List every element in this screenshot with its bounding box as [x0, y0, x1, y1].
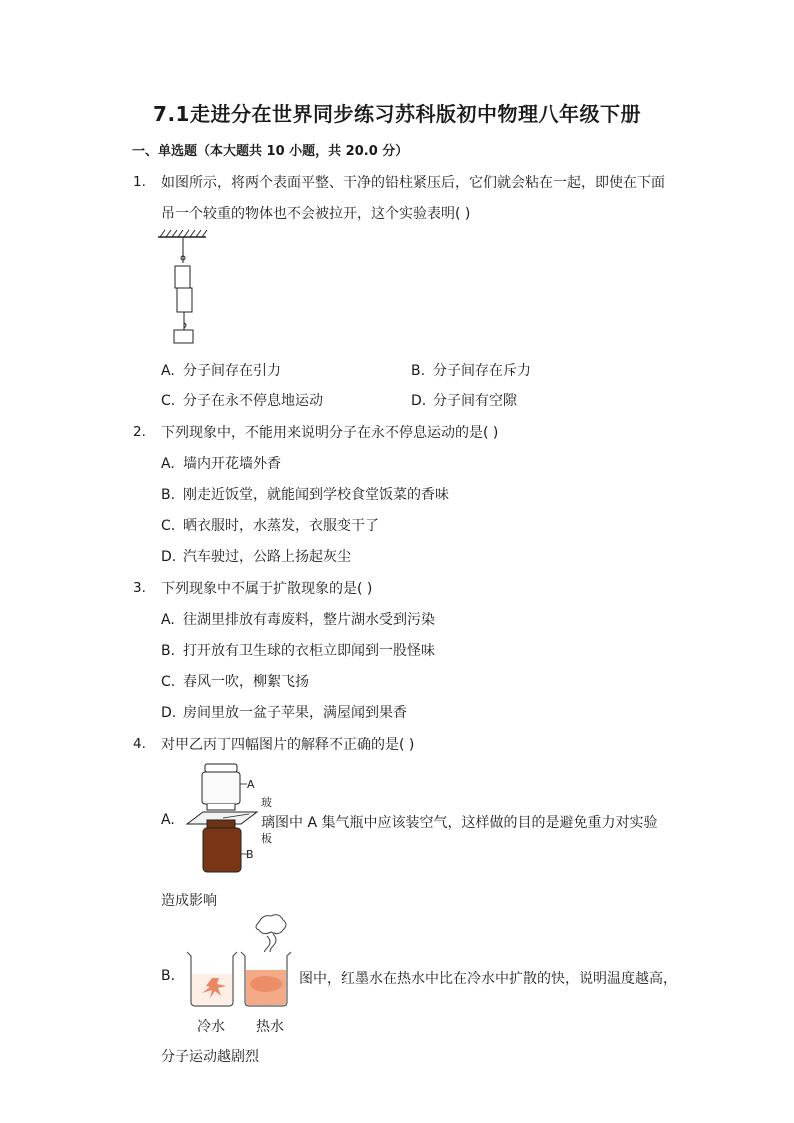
option-text: 房间里放一盆子苹果，满屋闻到果香 — [183, 705, 407, 721]
question-4-option-a-text: 璃图中 A 集气瓶中应该装空气，这样做的目的是避免重力对实验 — [261, 815, 658, 831]
option-text: 分子间存在斥力 — [433, 363, 531, 379]
section-heading: 一、单选题（本大题共 10 小题，共 20.0 分） — [132, 144, 409, 159]
question-1-line-2: 吊一个较重的物体也不会被拉开，这个实验表明( ) — [161, 206, 471, 222]
option-label: A. — [161, 456, 175, 472]
option-text: 晒衣服时，水蒸发，衣服变干了 — [183, 518, 379, 534]
option-text: 刚走近饭堂，就能闻到学校食堂饭菜的香味 — [183, 487, 449, 503]
question-3-option-a[interactable] — [161, 609, 435, 629]
question-3-line-1: 下列现象中不属于扩散现象的是( ) — [161, 581, 373, 597]
question-2-option-a[interactable] — [161, 453, 281, 473]
question-1-option-b[interactable] — [411, 360, 531, 380]
figure-label-glass: 玻 — [261, 796, 272, 809]
option-text: 汽车驶过，公路上扬起灰尘 — [183, 549, 351, 565]
option-label: A. — [161, 363, 175, 379]
option-text: 分子在永不停息地运动 — [183, 393, 323, 409]
option-label: C. — [161, 518, 176, 534]
option-text: 春风一吹，柳絮飞扬 — [183, 674, 309, 690]
question-1-line-1: 如图所示，将两个表面平整、干净的铅柱紧压后，它们就会粘在一起，即使在下面 — [161, 175, 665, 191]
question-3-option-d[interactable] — [161, 702, 407, 722]
question-2-option-d[interactable] — [161, 546, 351, 566]
option-text: 分子间存在引力 — [183, 363, 281, 379]
question-4-option-a-continuation: 造成影响 — [161, 893, 217, 909]
option-label: D. — [161, 549, 177, 565]
option-text: 分子间有空隙 — [433, 393, 517, 409]
beaker-ink-figure — [183, 912, 299, 1010]
question-number-3: 3. — [133, 580, 146, 596]
option-label: B. — [411, 363, 426, 379]
question-2-line-1: 下列现象中，不能用来说明分子在永不停息运动的是( ) — [161, 425, 499, 441]
option-label: B. — [161, 487, 176, 503]
option-label: D. — [411, 393, 427, 409]
question-1-option-c[interactable] — [161, 390, 323, 410]
question-number-2: 2. — [133, 424, 146, 440]
lead-cylinders-figure — [158, 230, 208, 348]
question-4-option-b-text: 图中，红墨水在热水中比在冷水中扩散的快，说明温度越高， — [299, 971, 677, 987]
page-title: 7.1走进分在世界同步练习苏科版初中物理八年级下册 — [153, 102, 641, 126]
question-1-option-d[interactable] — [411, 390, 517, 410]
question-number-1: 1. — [133, 174, 146, 190]
option-text: 墙内开花墙外香 — [183, 456, 281, 472]
option-label: A. — [161, 612, 175, 628]
option-label: D. — [161, 705, 177, 721]
option-text: 往湖里排放有毒废料，整片湖水受到污染 — [183, 612, 435, 628]
figure-label-a: A — [247, 778, 255, 791]
question-2-option-b[interactable] — [161, 484, 449, 504]
figure-label-b: B — [246, 848, 254, 861]
question-2-option-c[interactable] — [161, 515, 379, 535]
question-3-option-c[interactable] — [161, 671, 309, 691]
question-4-option-b-continuation: 分子运动越剧烈 — [161, 1049, 259, 1065]
option-label: C. — [161, 393, 176, 409]
question-3-option-b[interactable] — [161, 640, 435, 660]
question-1-option-a[interactable] — [161, 360, 281, 380]
figure-label-cold-water: 冷水 — [197, 1019, 225, 1035]
figure-label-hot-water: 热水 — [256, 1019, 284, 1035]
question-number-4: 4. — [133, 736, 146, 752]
question-4-line-1: 对甲乙丙丁四幅图片的解释不正确的是( ) — [161, 737, 415, 753]
figure-label-plate: 板 — [261, 832, 272, 845]
question-4-option-b-label[interactable]: B. — [161, 968, 176, 984]
question-4-option-a-label[interactable]: A. — [161, 812, 175, 828]
option-label: C. — [161, 674, 176, 690]
option-label: B. — [161, 643, 176, 659]
option-text: 打开放有卫生球的衣柜立即闻到一股怪味 — [183, 643, 435, 659]
